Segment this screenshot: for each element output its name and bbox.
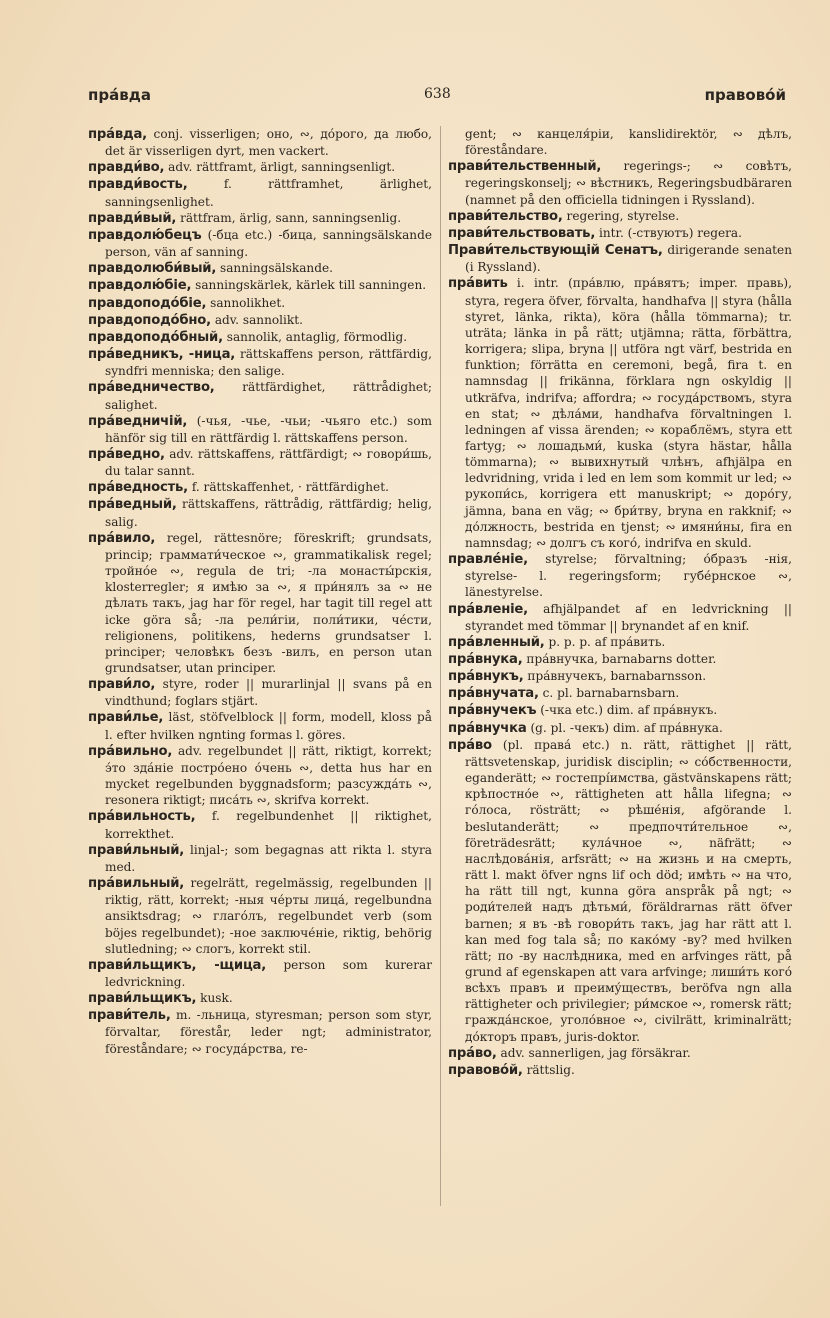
dictionary-entry [448,1062,792,1079]
entry-headword: пра́вильность, [88,809,196,825]
entry-definition: (-бца etc.) -бица, sanningsälskande person, vän af sanning. [105,227,432,260]
entry-definition: adv. sannerligen, jag försäkrar. [496,1045,691,1060]
dictionary-entry [448,601,792,634]
entry-headword: прави́тельственный, [448,159,602,175]
entry-headword: правдолю́бецъ [88,227,202,243]
entry-headword: пра́вить [448,276,508,292]
entry-headword: правди́вость, [88,177,188,193]
entry-headword: пра́внучка [448,720,527,736]
dictionary-entry [88,346,432,379]
dictionary-entry [88,379,432,412]
entry-definition: пра́внучка, barnabarns dotter. [522,652,717,666]
entry-definition: p. p. p. af пра́вить. [544,634,666,649]
entry-definition: sannolikhet. [206,295,286,310]
dictionary-entry [448,1045,792,1062]
dictionary-entry [88,808,432,841]
dictionary-entry [448,158,792,207]
dictionary-entry [88,676,432,709]
entry-definition: styre, roder || murarlinjal || svans på en vindthund; foglars stjärt. [105,677,432,709]
entry-headword: пра́вило, [88,530,156,546]
dictionary-entry [88,176,432,209]
entry-definition: adv. rättskaffens, rättfärdigt; ∾ говори́шь, du talar sannt. [105,446,432,479]
entry-definition: adv. rättframt, ärligt, sanningsenligt. [164,160,396,175]
entry-headword: прави́тельство, [448,208,563,224]
entry-headword: правдоподо́біе, [88,295,207,311]
entry-definition: conj. visserligen; оно, ∾, до́рого, да любо, det är visserligen dyrt, men vackert. [105,127,432,159]
entry-definition: adv. sannolikt. [210,312,303,327]
entry-definition: f. rättframhet, ärlighet, sanningsenlighet. [105,177,432,209]
entry-headword: прави́тель, [88,1008,171,1024]
dictionary-entry [88,413,432,446]
entry-definition: regelrätt, regelmässig, regelbunden || riktig, rätt, korrekt; -ныя че́рты лица́, regelbundna ansiktsdrag; ∾ глаго́лъ, regelbundet verb (som böjes regelbundet); -ное заключе́ніе, riktig, behörig slutledning; ∾ слогъ, korrekt stil. [105,876,432,956]
dictionary-entry [88,159,432,176]
entry-headword: прави́ло, [88,677,156,693]
dictionary-entry [448,702,792,719]
dictionary-entry [88,842,432,875]
entry-headword: прави́лье, [88,710,164,726]
entry-headword: прави́льный, [88,842,185,858]
dictionary-entry [448,225,792,242]
entry-definition: f. rättskaffenhet, · rättfärdighet. [187,480,389,495]
entry-definition: rättfärdighet, rättrådighet; salighet. [105,380,432,412]
entry-headword: пра́внучата, [448,686,539,702]
entry-headword: пра́внучекъ [448,703,537,719]
dictionary-entry [88,990,432,1007]
entry-headword: пра́ведничій, [88,413,188,429]
right-column [448,126,792,1079]
entry-definition: sanningskärlek, kärlek till sanningen. [191,278,427,293]
dictionary-entry [448,737,792,1045]
entry-headword: правдоподо́бно, [88,312,211,328]
entry-definition: (-чка etc.) dim. af пра́внукъ. [536,703,718,718]
entry-definition: f. regelbundenhet || riktighet, korrekthet. [105,809,432,841]
entry-headword: пра́внука, [448,652,523,667]
entry-definition: m. -льница, styresman; person som styr, förvaltar, förestår, leder ngt; administrator, föreståndare; ∾ госуда́рства, re- [105,1008,432,1056]
entry-headword: прави́льщикъ, -щица, [88,957,267,973]
entry-headword: правле́ніе, [448,552,528,568]
entry-headword: правди́вый, [88,210,177,226]
entry-headword: правово́й, [448,1062,523,1078]
dictionary-entry [88,227,432,260]
entry-definition: rättslig. [522,1062,575,1077]
dictionary-entry [88,957,432,990]
dictionary-entry [88,530,432,676]
entry-headword: Прави́тельствующій Сенатъ, [448,243,663,259]
dictionary-entry [88,446,432,479]
entry-headword: правди́во, [88,160,165,176]
entry-definition: sannolik, antaglig, förmodlig. [222,329,408,344]
entry-definition: intr. (-ствуютъ) regera. [595,225,742,240]
entry-definition: regel, rättesnöre; föreskrift; grundsats, princip; граммати́ческое ∾, grammatikalisk regel; тройно́е ∾, regula de tri; -ла монасты́рскія, klosterregler; я имѣю за ∾, я при́нялъ за ∾ не дѣлать такъ, jag har för regel, har tagit till regel att icke göra så; -ла рели́гіи, поли́тики, че́сти, religionens, politikens, hederns grundsatser l. principer; человѣкъ безъ -вилъ, en person utan grundsatser, utan principer. [105,530,432,675]
entry-definition: rättfram, ärlig, sann, sanningsenlig. [176,210,402,225]
dictionary-entry [88,210,432,227]
entry-definition: i. intr. (пра́влю, пра́вятъ; imper. правь), styra, regera öfver, förvalta, handhafva || styra (hålla styret, länka, rikta), köra (hålla tömmarna); tr. uträta; länka in på rätt; utjämna; rätta, förbättra, korrigera; slipa, bryna || utföra ngt värf, bestrida en funktion; förrätta en ceremoni, begå, fira t. en namnsdag || frikänna, förklara ngn oskyldig || utkräfva, indrifva; affordra; ∾ госуда́рствомъ, styra en stat; ∾ дѣла́ми, handhafva förvaltningen l. ledningen af vissa ärenden; ∾ кораблёмъ, styra ett fartyg; ∾ лошадьми́, kuska (styra hästar, hålla tömmarna); ∾ вывихнутый члѣнъ, afhjälpa en ledvridning, vrida i led en lem som kommit ur led; ∾ рукопи́сь, korrigera ett manuskript; ∾ доро́гу, jämna, bana en väg; ∾ бри́тву, bryna en rakknif; ∾ до́лжность, bestrida en tjenst; ∾ имяни́ны, fira en namnsdag; ∾ долгъ съ кого́, indrifva en skuld. [465,276,792,550]
dictionary-entry [88,875,432,957]
page-header [88,86,786,110]
dictionary-entry [88,312,432,329]
column-divider [440,126,441,1206]
entry-headword: пра́вленіе, [448,601,528,617]
left-column [88,126,432,1057]
entry-headword: правдоподо́бный, [88,329,223,345]
entry-headword: пра́внукъ, [448,669,524,685]
entry-definition: linjal-; som begagnas att rikta l. styra med. [105,842,432,874]
entry-definition: läst, stöfvelblock || form, modell, kloss på l. efter hvilken ngnting formas l. göres. [105,710,432,742]
entry-definition: (-чья, -чье, -чьи; -чьяго etc.) som hänför sig till en rättfärdig l. rättskaffens person. [105,413,432,445]
dictionary-entry [88,329,432,346]
dictionary-entry [448,126,792,158]
dictionary-entry [448,275,792,551]
entry-definition: rättskaffens person, rättfärdig, syndfri menniska; den salige. [105,347,432,379]
dictionary-entry [448,208,792,225]
dictionary-entry [448,634,792,651]
entry-headword: пра́вда, [88,127,147,142]
entry-definition: kusk. [196,991,233,1006]
entry-headword: правдолюби́вый, [88,261,217,277]
entry-headword: пра́вильный, [88,876,185,892]
dictionary-entry [448,685,792,702]
dictionary-entry [88,479,432,496]
dictionary-entry [88,295,432,312]
dictionary-entry [448,242,792,275]
entry-headword: прави́тельствовать, [448,225,596,241]
entry-definition: regering, styrelse. [562,208,680,223]
entry-headword: пра́ведность, [88,480,188,496]
entry-definition: (g. pl. -чекъ) dim. af пра́внука. [526,720,723,735]
entry-definition: dirigerande senaten (i Ryssland). [465,243,792,275]
entry-headword: прави́льщикъ, [88,991,197,1007]
dictionary-entry [88,709,432,742]
entry-headword: правдолю́біе, [88,278,192,294]
dictionary-entry [88,260,432,277]
dictionary-entry [448,668,792,685]
entry-definition: styrelse; förvaltning; о́бразъ -нія, styrelse- l. regeringsform; губе́рнское ∾, länestyrelse. [465,552,792,600]
dictionary-entry [88,126,432,159]
entry-definition: adv. regelbundet || rätt, riktigt, korrekt; э́то зда́ніе постро́ено о́чень ∾, detta hus har en mycket regelbunden byggnadsform; разсужда́ть ∾, resonera riktigt; писа́ть ∾, skrifva korrekt. [105,743,432,808]
entry-definition: afhjälpandet af en ledvrickning || styrandet med tömmar || brynandet af en knif. [465,601,792,633]
entry-headword: пра́ведный, [88,497,177,513]
header-left-word: пра́вда [88,86,151,104]
entry-headword: пра́вленный, [448,634,545,650]
dictionary-entry [88,1007,432,1056]
entry-definition: gent; ∾ канцеля́ріи, kanslidirektör, ∾ дѣлъ, föreståndare. [465,127,792,158]
dictionary-entry [448,720,792,737]
page-number: 638 [424,86,451,102]
entry-definition: пра́внучекъ, barnabarnsson. [523,669,707,684]
entry-definition: rättskaffens, rättrådig, rättfärdig; helig, salig. [105,497,432,529]
entry-headword: пра́вильно, [88,743,173,759]
entry-definition: c. pl. barnabarnsbarn. [538,686,680,701]
dictionary-entry [448,651,792,668]
entry-definition: sanningsälskande. [216,261,333,276]
entry-headword: пра́во [448,737,492,753]
entry-headword: пра́ведничество, [88,380,215,396]
dictionary-entry [88,496,432,529]
entry-headword: пра́ведникъ, -ница, [88,347,236,363]
entry-definition: (pl. права́ etc.) n. rätt, rättighet || rätt, rättsvetenskap, juridisk disciplin; ∾ со́бственности, eganderätt; ∾ гостепрі́имства, gästvänskapens rätt; крѣпостно́е ∾, rättigheten att hålla lifegna; ∾ го́лоса, rösträtt; ∾ рѣше́нія, afgörande l. beslutanderätt; ∾ предпочти́тельное ∾, företrädesrätt; кула́чное ∾, näfrätt; ∾ наслѣдова́нія, arfsrätt; ∾ на жизнь и на смерть, rätt l. makt öfver ngns lif och död; имѣть ∾ на что, ha rätt till ngt, kunna göra anspråk på ngt; ∾ роди́телей надъ дѣтьми́, föräldrarnas rätt öfver barnen; я въ -вѣ говори́ть такъ, jag har rätt att l. kan med fog tala så; по како́му -ву? med hvilken rätt; по -ву наслѣдника, med en arfvinges rätt, på grund af egenskapen att vara arfvinge; лиши́ть кого́ всѣхъ правъ и преиму́ществъ, beröfva ngn alla rättigheter och privilegier; ри́мское ∾, romersk rätt; гражда́нское, уголо́вное ∾, civilrätt, kriminalrätt; до́кторъ правъ, juris-doktor. [465,737,792,1044]
entry-definition: person som kurerar ledvrickning. [105,957,432,989]
dictionary-entry [88,743,432,809]
dictionary-entry [448,551,792,600]
entry-headword: пра́ведно, [88,446,165,462]
entry-headword: пра́во, [448,1045,497,1061]
dictionary-entry [88,277,432,294]
header-right-word: правово́й [704,86,786,104]
entry-definition: regerings-; ∾ совѣтъ, regeringskonselj; ∾ вѣстникъ, Regeringsbudbäraren (namnet på den officiella tidningen i Ryssland). [465,159,792,207]
